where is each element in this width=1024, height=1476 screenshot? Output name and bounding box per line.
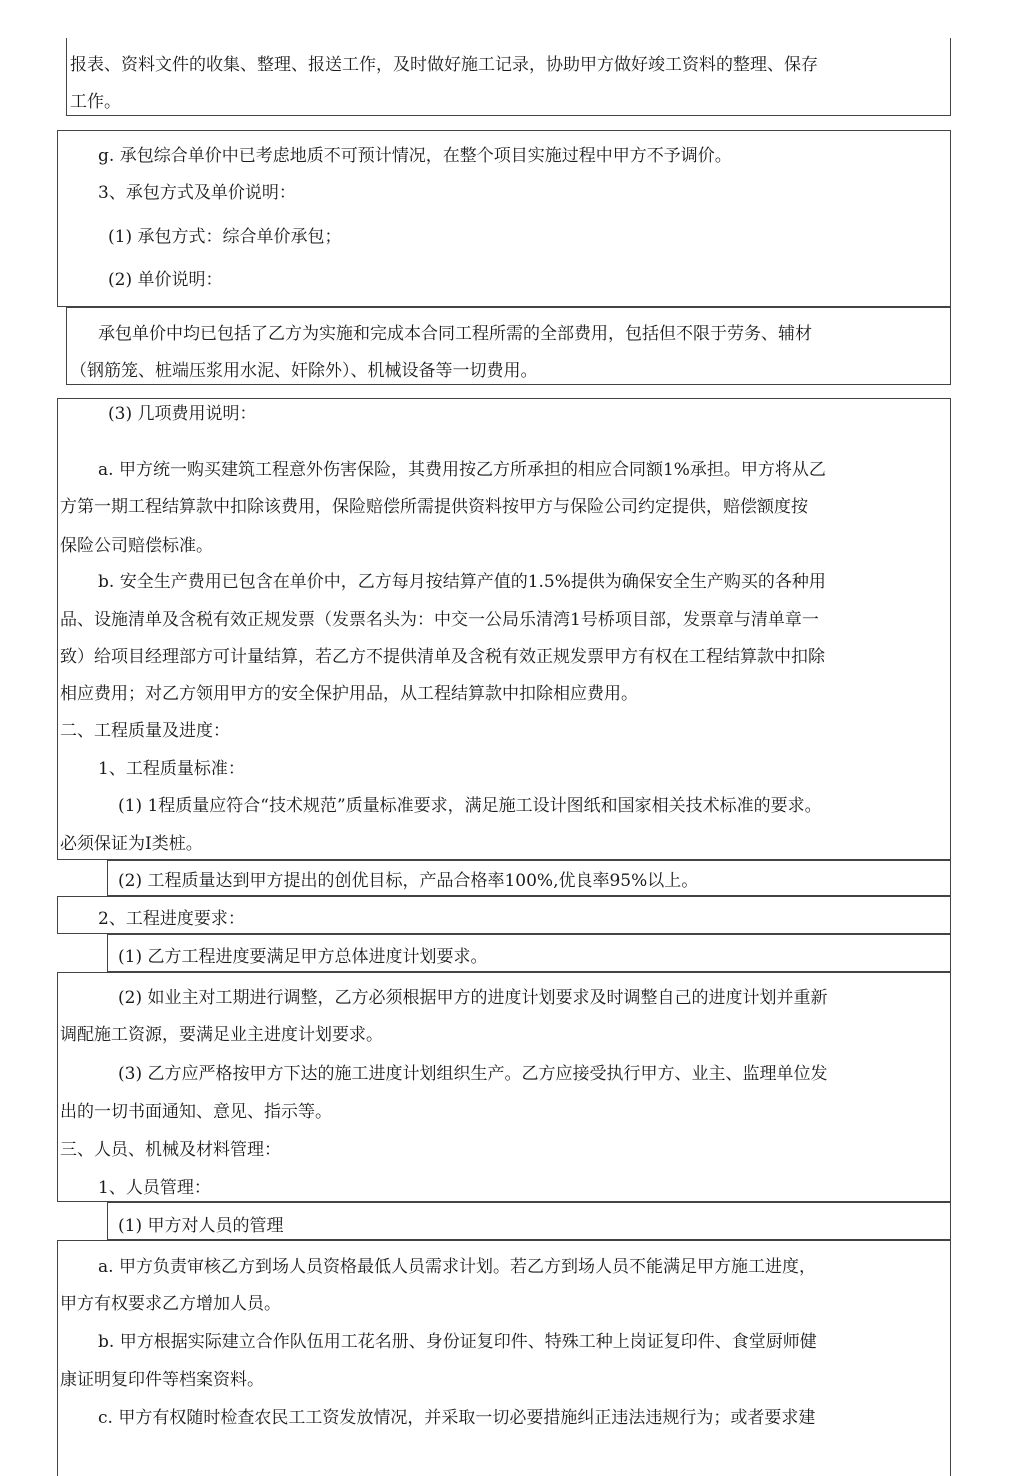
text-line: 品、设施清单及含税有效正规发票（发票名头为：中交一公局乐清湾1号桥项目部，发票章与清单章一 bbox=[60, 610, 819, 630]
text-line: (2) 如业主对工期进行调整，乙方必须根据甲方的进度计划要求及时调整自己的进度计划并重新 bbox=[118, 988, 828, 1008]
text-line: a. 甲方统一购买建筑工程意外伤害保险，其费用按乙方所承担的相应合同额1%承担。甲方将从乙 bbox=[98, 460, 826, 480]
text-line: (1) 1程质量应符合“技术规范”质量标准要求，满足施工设计图纸和国家相关技术标准的要求。 bbox=[118, 796, 822, 816]
text-line: 甲方有权要求乙方增加人员。 bbox=[60, 1294, 281, 1314]
text-line: 出的一切书面通知、意见、指示等。 bbox=[60, 1102, 332, 1122]
text-line: (1) 承包方式：综合单价承包； bbox=[108, 227, 342, 247]
text-line: (1) 乙方工程进度要满足甲方总体进度计划要求。 bbox=[118, 947, 488, 967]
text-line: (1) 甲方对人员的管理 bbox=[118, 1216, 284, 1236]
text-line: g. 承包综合单价中已考虑地质不可预计情况，在整个项目实施过程中甲方不予调价。 bbox=[98, 146, 732, 166]
text-line: (3) 乙方应严格按甲方下达的施工进度计划组织生产。乙方应接受执行甲方、业主、监理单位发 bbox=[118, 1064, 828, 1084]
text-line: 三、人员、机械及材料管理： bbox=[60, 1140, 281, 1160]
text-line: 2、工程进度要求： bbox=[98, 909, 245, 929]
text-line: 报表、资料文件的收集、整理、报送工作，及时做好施工记录，协助甲方做好竣工资料的整理、保存 bbox=[70, 55, 818, 75]
text-line: 工作。 bbox=[70, 92, 121, 112]
text-line: c. 甲方有权随时检查农民工工资发放情况，并采取一切必要措施纠正违法违规行为；或者要求建 bbox=[98, 1408, 816, 1428]
text-line: 调配施工资源，要满足业主进度计划要求。 bbox=[60, 1025, 383, 1045]
text-line: 1、人员管理： bbox=[98, 1178, 211, 1198]
text-line: b. 安全生产费用已包含在单价中，乙方每月按结算产值的1.5%提供为确保安全生产购买的各种用 bbox=[98, 572, 826, 592]
text-line: 必须保证为I类桩。 bbox=[60, 834, 203, 854]
text-line: (2) 工程质量达到甲方提出的创优目标，产品合格率100%,优良率95%以上。 bbox=[118, 871, 699, 891]
text-line: 承包单价中均已包括了乙方为实施和完成本合同工程所需的全部费用，包括但不限于劳务、辅材 bbox=[98, 324, 812, 344]
text-line: 1、工程质量标准： bbox=[98, 759, 245, 779]
text-line: (2) 单价说明： bbox=[108, 270, 223, 290]
text-line: 相应费用；对乙方领用甲方的安全保护用品，从工程结算款中扣除相应费用。 bbox=[60, 684, 638, 704]
text-line: 二、工程质量及进度： bbox=[60, 721, 230, 741]
table-cell bbox=[66, 38, 951, 116]
text-line: 保险公司赔偿标准。 bbox=[60, 536, 213, 556]
text-line: b. 甲方根据实际建立合作队伍用工花名册、身份证复印件、特殊工种上岗证复印件、食堂厨师健 bbox=[98, 1332, 817, 1352]
text-line: （钢筋笼、桩端压浆用水泥、奸除外）、机械设备等一切费用。 bbox=[70, 361, 538, 381]
text-line: 3、承包方式及单价说明： bbox=[98, 183, 296, 203]
text-line: a. 甲方负责审核乙方到场人员资格最低人员需求计划。若乙方到场人员不能满足甲方施工进度， bbox=[98, 1257, 816, 1277]
text-line: 康证明复印件等档案资料。 bbox=[60, 1370, 264, 1390]
text-line: 致）给项目经理部方可计量结算，若乙方不提供清单及含税有效正规发票甲方有权在工程结算款中扣除 bbox=[60, 647, 825, 667]
text-line: (3) 几项费用说明： bbox=[108, 404, 257, 424]
text-line: 方第一期工程结算款中扣除该费用，保险赔偿所需提供资料按甲方与保险公司约定提供，赔偿额度按 bbox=[60, 497, 808, 517]
